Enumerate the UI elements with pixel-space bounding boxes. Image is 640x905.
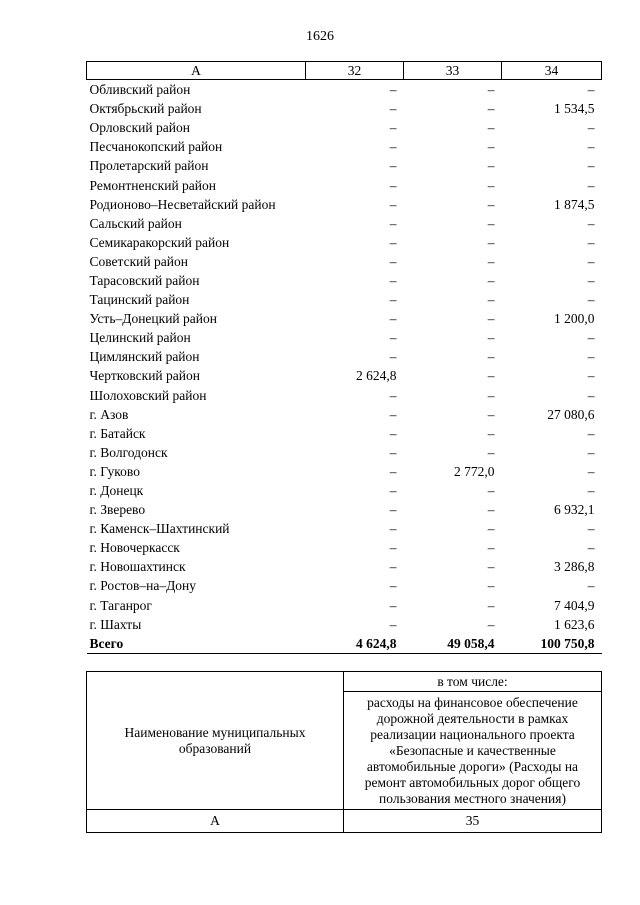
value-col-33: –: [487, 387, 495, 403]
municipality-name: Ремонтненский район: [89, 177, 216, 193]
table-row: [87, 424, 602, 443]
value-col-34: –: [587, 158, 595, 174]
value-col-32: –: [389, 559, 397, 575]
value-col-32: –: [389, 215, 397, 231]
table-row: [87, 462, 602, 481]
table-row: [87, 615, 602, 634]
municipality-name: Родионово–Несветайский район: [89, 196, 276, 212]
value-col-34: –: [587, 139, 595, 155]
table-row: [87, 156, 602, 175]
value-col-34: 1 534,5: [554, 101, 595, 117]
value-col-32: –: [389, 234, 397, 250]
value-col-34: 3 286,8: [554, 559, 595, 575]
table-row: [87, 500, 602, 519]
value-col-33: –: [487, 292, 495, 308]
value-col-32: –: [389, 578, 397, 594]
value-col-33: –: [487, 349, 495, 365]
table-row: [87, 328, 602, 347]
value-col-34: –: [587, 444, 595, 460]
table-row: [87, 233, 602, 252]
header-a: А: [87, 62, 306, 80]
municipality-name: г. Азов: [89, 406, 129, 422]
value-col-34: –: [587, 483, 595, 499]
value-col-33: –: [487, 234, 495, 250]
value-col-32: 4 624,8: [306, 634, 404, 654]
value-col-32: –: [389, 463, 397, 479]
municipality-name: Тацинский район: [89, 292, 190, 308]
value-col-34: –: [587, 368, 595, 384]
value-col-34: –: [587, 253, 595, 269]
value-col-33: –: [487, 502, 495, 518]
value-col-32: –: [389, 196, 397, 212]
value-col-32: –: [389, 540, 397, 556]
value-col-34: –: [587, 177, 595, 193]
table-row: [87, 386, 602, 405]
value-col-34: –: [587, 540, 595, 556]
value-col-33: –: [487, 272, 495, 288]
column-code-35: 35: [344, 810, 602, 833]
value-col-32: –: [389, 502, 397, 518]
value-col-32: –: [389, 101, 397, 117]
table-row: [87, 214, 602, 233]
municipality-name: Обливский район: [89, 82, 191, 98]
header-32: 32: [306, 62, 404, 80]
value-col-33: –: [487, 330, 495, 346]
value-col-32: –: [389, 330, 397, 346]
value-col-34: –: [587, 425, 595, 441]
value-col-34: –: [587, 330, 595, 346]
municipality-name-header: Наименование муниципальных образований: [87, 672, 344, 810]
table-row: [87, 596, 602, 615]
value-col-33: –: [487, 120, 495, 136]
municipality-name: Сальский район: [89, 215, 182, 231]
municipality-name: г. Волгодонск: [89, 444, 168, 460]
column-code-a: А: [87, 810, 344, 833]
value-col-32: –: [389, 253, 397, 269]
value-col-33: –: [487, 597, 495, 613]
table-row: [87, 137, 602, 156]
page-number: 1626: [306, 29, 334, 44]
value-col-32: –: [389, 406, 397, 422]
value-col-33: –: [487, 196, 495, 212]
table-row: [87, 80, 602, 100]
value-col-34: –: [587, 82, 595, 98]
table-row: [87, 366, 602, 385]
value-col-33: –: [487, 177, 495, 193]
value-col-33: –: [487, 483, 495, 499]
value-col-32: –: [389, 311, 397, 327]
value-col-34: –: [587, 292, 595, 308]
value-col-34: 7 404,9: [554, 597, 595, 613]
value-col-34: –: [587, 234, 595, 250]
value-col-33: –: [487, 578, 495, 594]
value-col-32: –: [389, 387, 397, 403]
value-col-32: –: [389, 120, 397, 136]
value-col-33: –: [487, 139, 495, 155]
value-col-34: –: [587, 387, 595, 403]
value-col-33: –: [487, 559, 495, 575]
value-col-34: 27 080,6: [547, 406, 595, 422]
municipality-name: г. Батайск: [89, 425, 146, 441]
value-col-34: –: [587, 463, 595, 479]
table-row: [87, 405, 602, 424]
municipality-name: г. Таганрог: [89, 597, 152, 613]
municipality-name: г. Донецк: [89, 483, 144, 499]
municipality-name: г. Зверево: [89, 502, 146, 518]
value-col-34: –: [587, 272, 595, 288]
total-row: [87, 634, 602, 654]
header-34: 34: [502, 62, 602, 80]
municipality-name: г. Новочеркасск: [89, 540, 180, 556]
value-col-34: 100 750,8: [502, 634, 602, 654]
value-col-33: –: [487, 521, 495, 537]
value-col-33: –: [487, 253, 495, 269]
table-row: [87, 309, 602, 328]
value-col-32: –: [389, 425, 397, 441]
value-col-33: –: [487, 425, 495, 441]
including-header: в том числе:: [344, 672, 602, 692]
value-col-32: –: [389, 158, 397, 174]
value-col-34: 1 623,6: [554, 616, 595, 632]
municipality-name: Тарасовский район: [89, 272, 200, 288]
value-col-32: –: [389, 521, 397, 537]
value-col-33: –: [487, 540, 495, 556]
municipality-name: Целинский район: [89, 330, 191, 346]
value-col-34: 1 200,0: [554, 311, 595, 327]
municipality-name: Чертковский район: [89, 368, 200, 384]
table-row: [87, 576, 602, 595]
municipality-name: Песчанокопский район: [89, 139, 223, 155]
table-row: [87, 290, 602, 309]
table-row: [87, 271, 602, 290]
table-row: [87, 175, 602, 194]
municipality-name: Цимлянский район: [89, 349, 200, 365]
municipality-name: Пролетарский район: [89, 158, 209, 174]
table-row: [87, 195, 602, 214]
municipality-name: Орловский район: [89, 120, 190, 136]
header-row: [87, 62, 602, 80]
table-row: [87, 538, 602, 557]
value-col-34: –: [587, 521, 595, 537]
table-body: [87, 80, 602, 654]
municipality-name: Шолоховский район: [89, 387, 207, 403]
table-row: [87, 99, 602, 118]
budget-table: [86, 61, 602, 654]
municipality-name: г. Гуково: [89, 463, 140, 479]
value-col-33: 49 058,4: [404, 634, 502, 654]
value-col-32: 2 624,8: [356, 368, 397, 384]
value-col-33: –: [487, 406, 495, 422]
value-col-32: –: [389, 82, 397, 98]
value-col-34: –: [587, 120, 595, 136]
municipality-name: Всего: [87, 634, 306, 654]
municipality-name: Семикаракорский район: [89, 234, 230, 250]
table-row: [87, 252, 602, 271]
value-col-34: 1 874,5: [554, 196, 595, 212]
table-row: [87, 118, 602, 137]
value-col-32: –: [389, 177, 397, 193]
municipality-name: г. Каменск–Шахтинский: [89, 521, 230, 537]
column-header-table: [86, 671, 602, 833]
municipality-name: г. Шахты: [89, 616, 142, 632]
table-row: [87, 443, 602, 462]
municipality-name: Усть–Донецкий район: [89, 311, 217, 327]
value-col-32: –: [389, 616, 397, 632]
value-col-32: –: [389, 272, 397, 288]
table-row: [87, 519, 602, 538]
value-col-32: –: [389, 597, 397, 613]
municipality-name: Советский район: [89, 253, 188, 269]
value-col-33: –: [487, 215, 495, 231]
value-col-32: –: [389, 444, 397, 460]
value-col-34: –: [587, 215, 595, 231]
value-col-33: –: [487, 368, 495, 384]
header-33: 33: [404, 62, 502, 80]
expense-description-header: расходы на финансовое обеспечение дорожной деятельности в рамках реализации национального проекта «Безопасные и качественные автомобильные дороги» (Расходы на ремонт автомобильных дорог общего пользования местного значения): [344, 692, 602, 810]
value-col-32: –: [389, 483, 397, 499]
value-col-32: –: [389, 292, 397, 308]
value-col-33: –: [487, 444, 495, 460]
municipality-name: г. Ростов–на–Дону: [89, 578, 197, 594]
value-col-32: –: [389, 349, 397, 365]
table-row: [87, 347, 602, 366]
municipality-name: г. Новошахтинск: [89, 559, 186, 575]
value-col-32: –: [389, 139, 397, 155]
value-col-33: –: [487, 101, 495, 117]
value-col-33: –: [487, 82, 495, 98]
value-col-34: 6 932,1: [554, 502, 595, 518]
table-row: [87, 557, 602, 576]
value-col-34: –: [587, 349, 595, 365]
value-col-33: –: [487, 311, 495, 327]
municipality-name: Октябрьский район: [89, 101, 202, 117]
table-row: [87, 481, 602, 500]
value-col-33: 2 772,0: [454, 463, 495, 479]
value-col-33: –: [487, 158, 495, 174]
value-col-33: –: [487, 616, 495, 632]
value-col-34: –: [587, 578, 595, 594]
